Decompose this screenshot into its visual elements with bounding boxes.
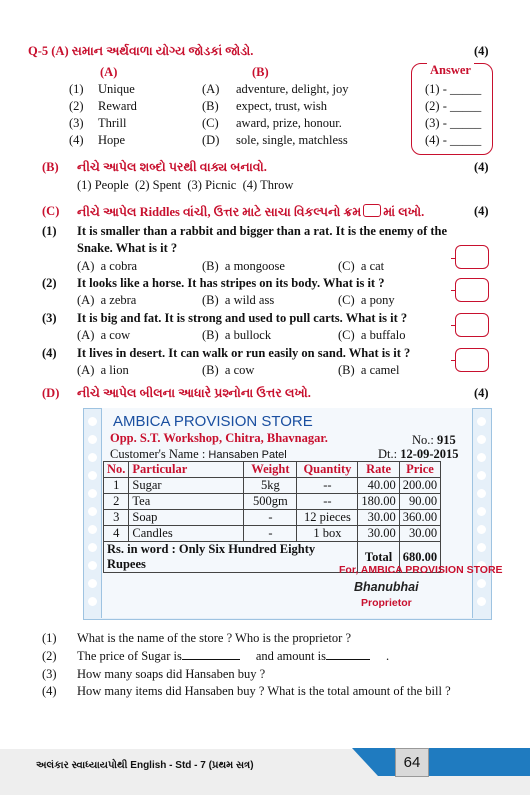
col-price: Price xyxy=(399,462,440,478)
match-row-num: (1) xyxy=(69,82,84,96)
riddle-text: It lives in desert. It can walk or run easily on sand. What is it ? xyxy=(77,346,411,360)
answer-line[interactable]: (1) - _____ xyxy=(425,82,482,96)
cell-weight: 5kg xyxy=(244,478,297,494)
match-row-b: award, prize, honour. xyxy=(236,116,342,130)
match-row-b: adventure, delight, joy xyxy=(236,82,349,96)
amount-in-words: Rs. in word : Only Six Hundred Eighty Rupees xyxy=(104,542,358,573)
riddle-answer-box[interactable] xyxy=(455,313,489,337)
bill-table xyxy=(103,461,441,573)
answer-line[interactable]: (2) - _____ xyxy=(425,99,482,113)
col-quantity: Quantity xyxy=(297,462,358,478)
proprietor-label: Proprietor xyxy=(361,597,412,609)
riddle-text: It is big and fat. It is strong and used to pull carts. What is it ? xyxy=(77,311,408,325)
cell-quantity: -- xyxy=(297,478,358,494)
cell-particular: Soap xyxy=(129,510,244,526)
question-num: (4) xyxy=(42,684,57,698)
bill-number xyxy=(412,433,456,447)
footer-title: અલંકાર સ્વાધ્યાયપોથી English - Std - 7 (પ્રથમ સત્ર) xyxy=(36,760,254,771)
bill-date xyxy=(378,447,459,461)
cell-price: 90.00 xyxy=(399,494,440,510)
col-b-label: (B) xyxy=(252,65,269,79)
part-b-label: (B) xyxy=(42,160,59,174)
cell-rate: 30.00 xyxy=(358,526,399,542)
bill-no-value: 915 xyxy=(437,433,456,447)
question-text-a: The price of Sugar is xyxy=(77,649,182,663)
question-text-c: . xyxy=(385,649,390,663)
cell-weight: - xyxy=(244,526,297,542)
cell-particular: Sugar xyxy=(129,478,244,494)
for-store: For, AMBICA PROVISION STORE xyxy=(339,564,503,576)
match-row-a: Hope xyxy=(98,133,126,147)
riddle-num: (3) xyxy=(42,311,57,325)
riddle-option: (C) a cat xyxy=(338,259,385,273)
match-row-num: (3) xyxy=(69,116,84,130)
cell-price: 360.00 xyxy=(399,510,440,526)
part-c-heading xyxy=(77,204,424,219)
q5-marks: (4) xyxy=(474,44,489,58)
riddle-option: (A) a cobra xyxy=(77,259,138,273)
question-text xyxy=(77,649,389,663)
question-num: (3) xyxy=(42,667,57,681)
question-num: (1) xyxy=(42,631,57,645)
part-b-words: (1) People (2) Spent (3) Picnic (4) Throw xyxy=(77,178,294,192)
cell-price: 30.00 xyxy=(399,526,440,542)
riddle-option: (B) a mongoose xyxy=(202,259,285,273)
col-rate: Rate xyxy=(358,462,399,478)
match-row-key: (A) xyxy=(202,82,220,96)
part-c-label: (C) xyxy=(42,204,60,218)
cell-price: 200.00 xyxy=(399,478,440,494)
cell-quantity: 1 box xyxy=(297,526,358,542)
total-label: Total xyxy=(358,542,399,573)
col-a-label: (A) xyxy=(100,65,118,79)
page-number: 64 xyxy=(395,748,429,777)
blank-line[interactable] xyxy=(326,659,370,660)
cell-no: 4 xyxy=(104,526,129,542)
answer-line[interactable]: (3) - _____ xyxy=(425,116,482,130)
match-row-b: sole, single, matchless xyxy=(236,133,348,147)
table-row xyxy=(104,494,441,510)
question-text: How many soaps did Hansaben buy ? xyxy=(77,667,266,681)
customer-label: Customer's Name : xyxy=(110,447,206,461)
col-weight: Weight xyxy=(244,462,297,478)
riddle-answer-box[interactable] xyxy=(455,348,489,372)
table-row xyxy=(104,510,441,526)
table-row xyxy=(104,526,441,542)
bill-no-label: No.: xyxy=(412,433,434,447)
question-text: How many items did Hansaben buy ? What is the total amount of the bill ? xyxy=(77,684,451,698)
answer-line[interactable]: (4) - _____ xyxy=(425,133,482,147)
match-row-b: expect, trust, wish xyxy=(236,99,327,113)
bill-holes-right xyxy=(473,409,491,619)
riddle-answer-box[interactable] xyxy=(455,278,489,302)
part-d-marks: (4) xyxy=(474,386,489,400)
riddle-option: (B) a wild ass xyxy=(202,293,275,307)
date-value: 12-09-2015 xyxy=(400,447,459,461)
part-c-marks: (4) xyxy=(474,204,489,218)
riddle-option: (A) a lion xyxy=(77,363,129,377)
cell-rate: 180.00 xyxy=(358,494,399,510)
customer xyxy=(110,447,287,462)
total-value: 680.00 xyxy=(399,542,440,573)
question-text: What is the name of the store ? Who is the proprietor ? xyxy=(77,631,351,645)
riddle-option: (C) a buffalo xyxy=(338,328,406,342)
footer-arrow-icon xyxy=(352,748,530,776)
store-address: Opp. S.T. Workshop, Chitra, Bhavnagar. xyxy=(110,431,328,445)
bill-header-row xyxy=(104,462,441,478)
signature: Bhanubhai xyxy=(354,580,419,594)
riddle-option: (B) a bullock xyxy=(202,328,272,342)
cell-rate: 40.00 xyxy=(358,478,399,494)
cell-weight: - xyxy=(244,510,297,526)
cell-no: 1 xyxy=(104,478,129,494)
part-c-heading-post: માં લખો. xyxy=(383,205,425,219)
part-c-heading-pre: નીચે આપેલ Riddles વાંચી, ઉત્તર માટે સાચા વિકલ્પનો ક્રમ xyxy=(77,205,362,219)
part-b-heading: નીચે આપેલ શબ્દો પરથી વાક્ય બનાવો. xyxy=(77,160,267,174)
riddle-num: (1) xyxy=(42,224,57,238)
bill-holes-left xyxy=(84,409,102,619)
match-row-key: (D) xyxy=(202,133,220,147)
cell-quantity: 12 pieces xyxy=(297,510,358,526)
question-text-b: and amount is xyxy=(255,649,326,663)
cell-particular: Tea xyxy=(129,494,244,510)
match-row-a: Unique xyxy=(98,82,135,96)
customer-name: Hansaben Patel xyxy=(208,449,287,461)
riddle-option: (A) a cow xyxy=(77,328,131,342)
answer-box-icon xyxy=(363,204,381,217)
q5-heading: Q-5 (A) સમાન અર્થવાળા યોગ્ય જોડકાં જોડો. xyxy=(28,44,254,58)
part-d-heading: નીચે આપેલ બીલના આધારે પ્રશ્નોના ઉત્તર લખો. xyxy=(77,386,311,400)
riddle-option: (B) a cow xyxy=(202,363,255,377)
question-num: (2) xyxy=(42,649,57,663)
cell-rate: 30.00 xyxy=(358,510,399,526)
match-row-key: (C) xyxy=(202,116,219,130)
col-particular: Particular xyxy=(129,462,244,478)
match-row-num: (4) xyxy=(69,133,84,147)
match-row-a: Thrill xyxy=(98,116,127,130)
cell-no: 2 xyxy=(104,494,129,510)
col-no: No. xyxy=(104,462,129,478)
match-row-key: (B) xyxy=(202,99,219,113)
match-row-num: (2) xyxy=(69,99,84,113)
cell-no: 3 xyxy=(104,510,129,526)
part-b-marks: (4) xyxy=(474,160,489,174)
riddle-text: It is smaller than a rabbit and bigger than a rat. It is the enemy of the xyxy=(77,224,448,238)
riddle-option: (B) a camel xyxy=(338,363,400,377)
table-row xyxy=(104,478,441,494)
blank-line[interactable] xyxy=(182,659,240,660)
riddle-num: (2) xyxy=(42,276,57,290)
riddle-option: (A) a zebra xyxy=(77,293,137,307)
store-name: AMBICA PROVISION STORE xyxy=(113,413,313,430)
riddle-text: It looks like a horse. It has stripes on its body. What is it ? xyxy=(77,276,385,290)
riddle-text-2: Snake. What is it ? xyxy=(77,241,178,255)
match-row-a: Reward xyxy=(98,99,137,113)
cell-particular: Candles xyxy=(129,526,244,542)
answer-label: Answer xyxy=(427,63,474,77)
cell-weight: 500gm xyxy=(244,494,297,510)
riddle-answer-box[interactable] xyxy=(455,245,489,269)
date-label: Dt.: xyxy=(378,447,398,461)
riddle-num: (4) xyxy=(42,346,57,360)
riddle-option: (C) a pony xyxy=(338,293,395,307)
part-d-label: (D) xyxy=(42,386,60,400)
cell-quantity: -- xyxy=(297,494,358,510)
